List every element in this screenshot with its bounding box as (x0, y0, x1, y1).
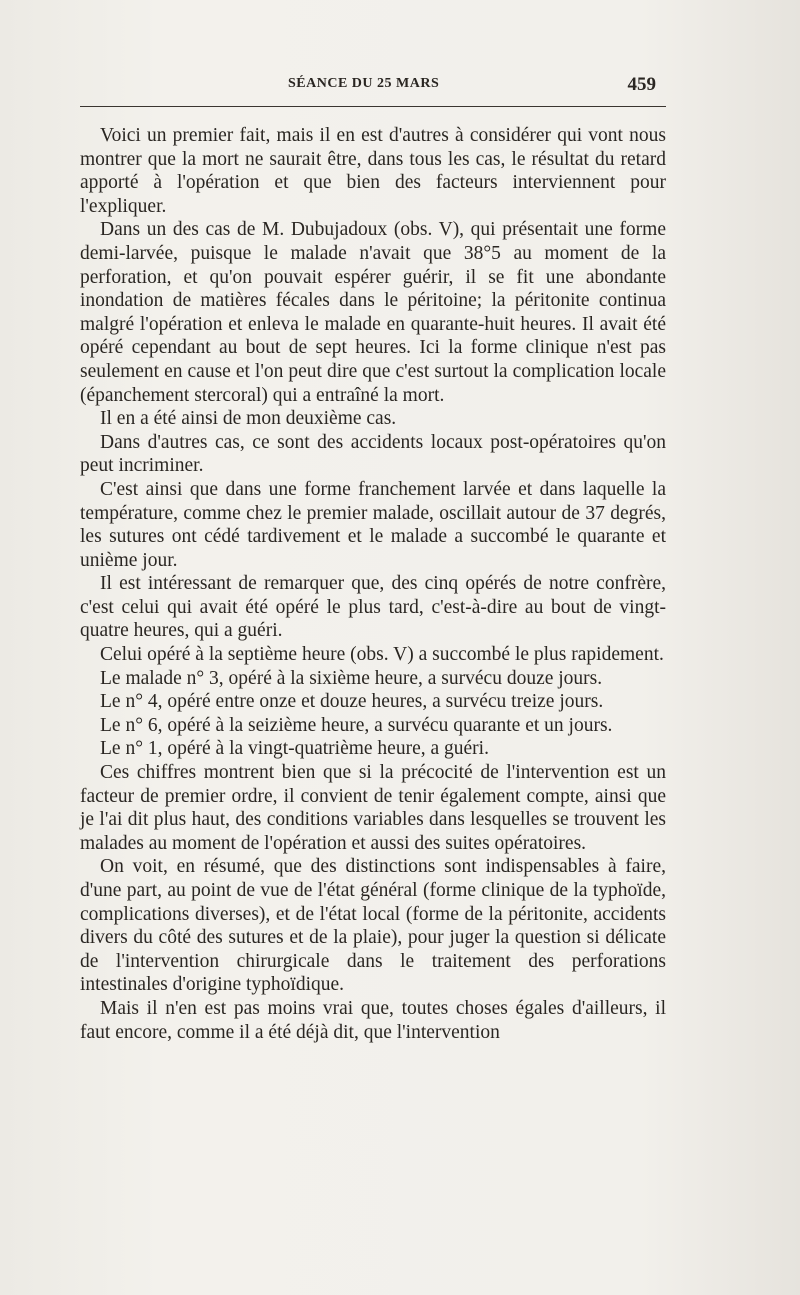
paragraph: Celui opéré à la septième heure (obs. V) a succombé le plus rapidement. (100, 644, 664, 666)
paragraph: Il en a été ainsi de mon deuxième cas. (100, 408, 397, 430)
paragraph: On voit, en résumé, que des distinctions sont indispensables à faire, d'une part, au point de vue de l'état général (forme clinique de la typhoïde, complications diverses), et de l'état local (forme de la péritonite, accidents divers du côté des sutures et de la plaie), pour juger la question si délicate de l'intervention chirurgicale dans le traitement des perforations intestinales d'origine typhoïdique. (80, 856, 666, 996)
paragraph: Mais il n'en est pas moins vrai que, toutes choses égales d'ailleurs, il faut encore, comme il a été déjà dit, que l'intervention (80, 997, 666, 1043)
body-text (80, 124, 666, 1044)
page-number: 459 (627, 74, 656, 95)
header-rule (80, 106, 666, 107)
paragraph: C'est ainsi que dans une forme franchement larvée et dans laquelle la température, comme chez le premier malade, oscillait autour de 37 degrés, les sutures ont cédé tardivement et le malade a succombé le quarante et unième jour. (80, 478, 666, 571)
paragraph: Il est intéressant de remarquer que, des cinq opérés de notre confrère, c'est celui qui avait été opéré le plus tard, c'est-à-dire au bout de vingt-quatre heures, qui a guéri. (80, 573, 666, 642)
paragraph: Dans d'autres cas, ce sont des accidents locaux post-opératoires qu'on peut incriminer. (80, 431, 666, 477)
running-header (80, 72, 666, 102)
paragraph: Le malade n° 3, opéré à la sixième heure, a survécu douze jours. (100, 667, 603, 689)
paragraph: Le n° 6, opéré à la seizième heure, a survécu quarante et un jours. (100, 714, 613, 736)
paragraph: Voici un premier fait, mais il en est d'autres à considérer qui vont nous montrer que la mort ne saurait être, dans tous les cas, le résultat du retard apporté à l'opération et que bien des facteurs interviennent pour l'expliquer. (80, 125, 666, 217)
paragraph: Dans un des cas de M. Dubujadoux (obs. V), qui présentait une forme demi-larvée, puisque le malade n'avait que 38°5 au moment de la perforation, et qu'on pouvait espérer guérir, il se fit une abondante inondation de matières fécales dans le péritoine; la péritonite continua malgré l'opération et enleva le malade en quarante-huit heures. Il avait été opéré cependant au bout de sept heures. Ici la forme clinique n'est pas seulement en cause et l'on peut dire que c'est surtout la complication locale (épanchement stercoral) qui a entraîné la mort. (80, 219, 666, 406)
paragraph: Le n° 4, opéré entre onze et douze heures, a survécu treize jours. (100, 691, 604, 713)
paragraph: Le n° 1, opéré à la vingt-quatrième heure, a guéri. (100, 738, 489, 760)
running-title: SÉANCE DU 25 MARS (288, 76, 440, 91)
paragraph: Ces chiffres montrent bien que si la précocité de l'intervention est un facteur de premier ordre, il convient de tenir également compte, ainsi que je l'ai dit plus haut, des conditions variables dans lesquelles se trouvent les malades au moment de l'opération et aussi des suites opératoires. (80, 762, 666, 854)
